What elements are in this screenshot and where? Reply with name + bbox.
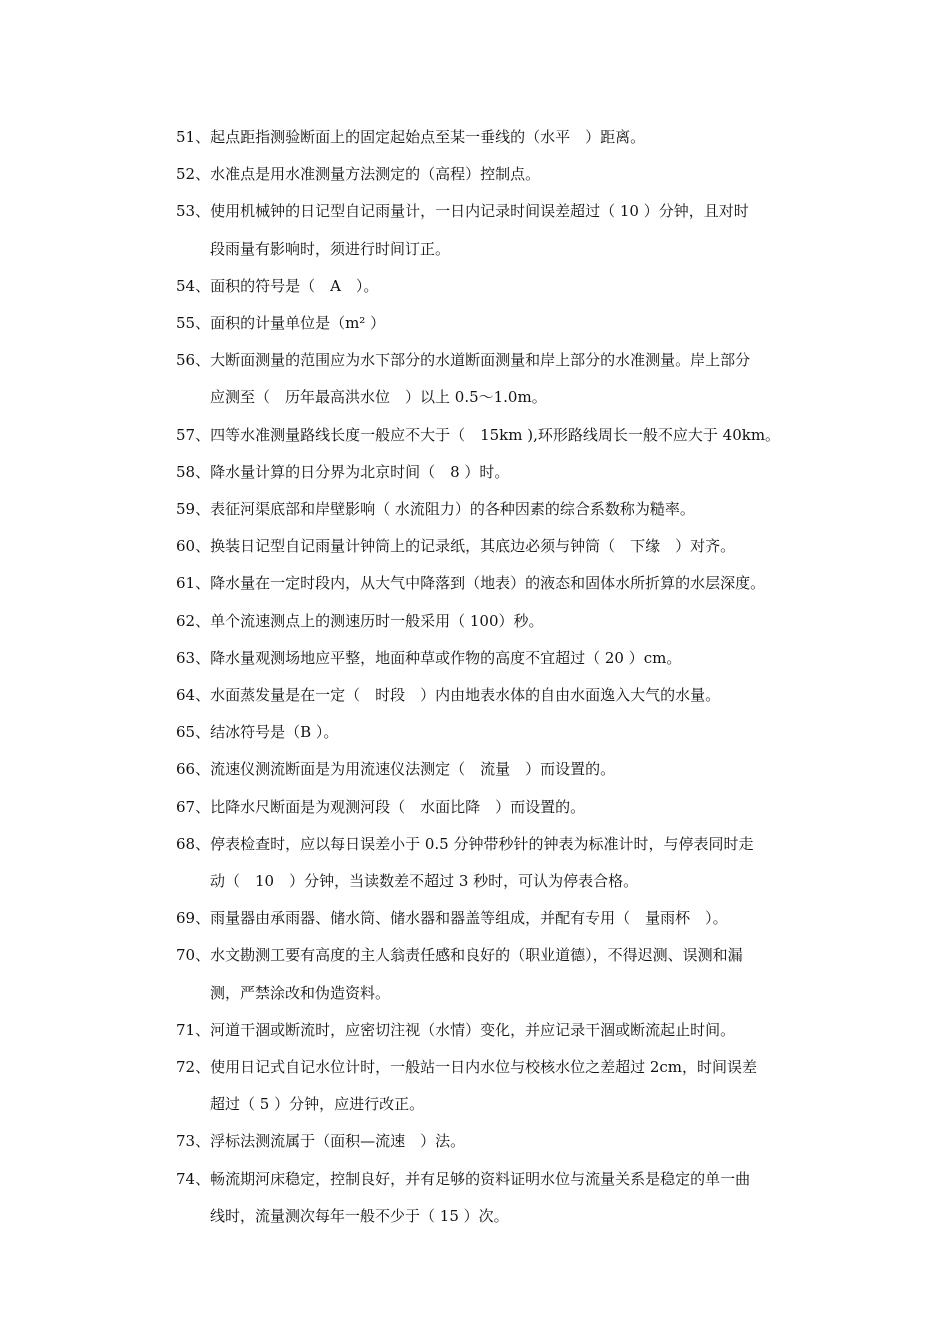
question-item: [176, 268, 816, 305]
question-item: [176, 342, 816, 416]
question-item: [176, 751, 816, 788]
question-line: 72、使用日记式自记水位计时，一般站一日内水位与校核水位之差超过 2cm，时间误差: [176, 1058, 758, 1077]
question-item: [176, 454, 816, 491]
question-item: [176, 528, 816, 565]
question-item: [176, 714, 816, 751]
question-item: [176, 937, 816, 1011]
question-line: 54、面积的符号是（ A ）。: [176, 276, 379, 295]
question-item: [176, 1049, 816, 1123]
question-item: [176, 900, 816, 937]
question-item: [176, 789, 816, 826]
question-line: 62、单个流速测点上的测速历时一般采用（ 100）秒。: [176, 611, 544, 630]
question-line: 57、四等水准测量路线长度一般应不大于（ 15km ),环形路线周长一般不应大于 40km。: [176, 425, 781, 444]
question-line: 53、使用机械钟的日记型自记雨量计，一日内记录时间误差超过（ 10 ）分钟，且对时: [176, 202, 749, 221]
question-line: 68、停表检查时，应以每日误差小于 0.5 分钟带秒针的钟表为标准计时，与停表同时走: [176, 834, 754, 853]
question-line: 51、起点距指测验断面上的固定起始点至某一垂线的（水平 ）距离。: [176, 128, 646, 146]
question-continuation-line: 超过（ 5 ）分钟，应进行改正。: [210, 1095, 425, 1114]
question-continuation-line: 段雨量有影响时，须进行时间订正。: [210, 239, 451, 258]
question-item: [176, 417, 816, 454]
question-list: [176, 119, 816, 1235]
question-item: [176, 677, 816, 714]
question-continuation-line: 动（ 10 ）分钟，当读数差不超过 3 秒时，可认为停表合格。: [210, 872, 639, 891]
question-item: [176, 193, 816, 267]
question-item: [176, 491, 816, 528]
question-line: 74、畅流期河床稳定，控制良好，并有足够的资料证明水位与流量关系是稳定的单一曲: [176, 1169, 751, 1188]
question-line: 67、比降水尺断面是为观测河段（ 水面比降 ）而设置的。: [176, 797, 586, 816]
question-line: 58、降水量计算的日分界为北京时间（ 8 ）时。: [176, 462, 510, 481]
question-line: 66、流速仪测流断面是为用流速仪法测定（ 流量 ）而设置的。: [176, 760, 616, 779]
question-line: 60、换装日记型自记雨量计钟筒上的记录纸，其底边必须与钟筒（ 下缘 ）对齐。: [176, 537, 736, 556]
question-item: [176, 565, 816, 602]
question-continuation-line: 测，严禁涂改和伪造资料。: [210, 983, 391, 1002]
question-item: [176, 640, 816, 677]
question-line: 61、降水量在一定时段内，从大气中降落到（地表）的液态和固体水所折算的水层深度。: [176, 574, 766, 593]
question-item: [176, 1123, 816, 1160]
question-line: 55、面积的计量单位是（m² ）: [176, 314, 386, 333]
question-item: [176, 1161, 816, 1235]
question-item: [176, 156, 816, 193]
question-line: 59、表征河渠底部和岸壁影响（ 水流阻力）的各种因素的综合系数称为糙率。: [176, 500, 695, 519]
question-line: 63、降水量观测场地应平整，地面种草或作物的高度不宜超过（ 20 ）cm。: [176, 648, 682, 667]
question-line: 73、浮标法测流属于（面积—流速 ）法。: [176, 1132, 466, 1151]
question-continuation-line: 应测至（ 历年最高洪水位 ）以上 0.5～1.0m。: [210, 388, 547, 407]
question-line: 64、水面蒸发量是在一定（ 时段 ）内由地表水体的自由水面逸入大气的水量。: [176, 686, 721, 705]
question-line: 56、大断面测量的范围应为水下部分的水道断面测量和岸上部分的水准测量。岸上部分: [176, 351, 751, 370]
question-item: [176, 305, 816, 342]
question-line: 71、河道干涸或断流时，应密切注视（水情）变化，并应记录干涸或断流起止时间。: [176, 1020, 736, 1039]
question-item: [176, 826, 816, 900]
question-item: [176, 603, 816, 640]
question-line: 65、结冰符号是（B ）。: [176, 723, 339, 742]
question-continuation-line: 线时，流量测次每年一般不少于（ 15 ）次。: [210, 1206, 509, 1225]
question-line: 70、水文勘测工要有高度的主人翁责任感和良好的（职业道德），不得迟测、误测和漏: [176, 946, 743, 965]
question-item: [176, 1012, 816, 1049]
question-line: 69、雨量器由承雨器、储水筒、储水器和器盖等组成，并配有专用（ 量雨杯 ）。: [176, 909, 728, 928]
question-item: [176, 119, 816, 156]
question-line: 52、水准点是用水准测量方法测定的（高程）控制点。: [176, 165, 541, 184]
